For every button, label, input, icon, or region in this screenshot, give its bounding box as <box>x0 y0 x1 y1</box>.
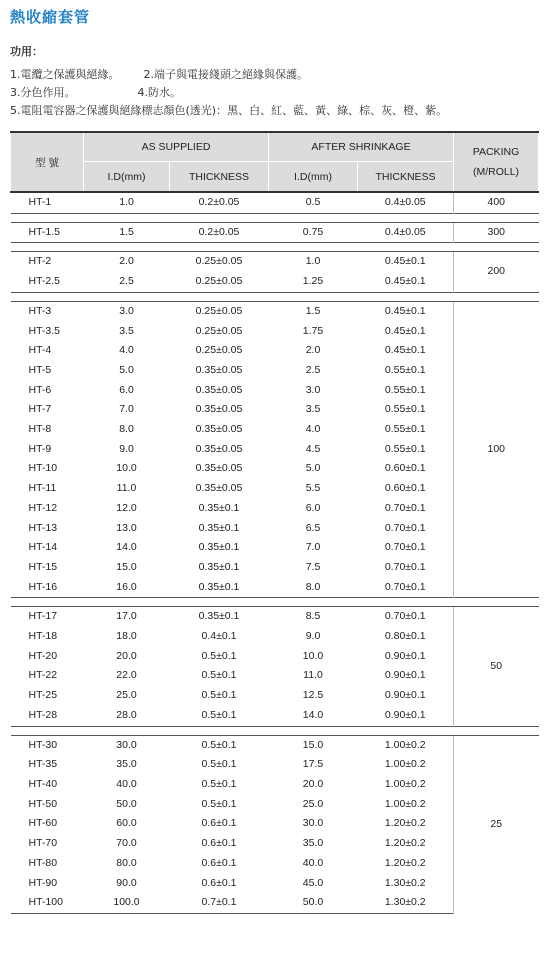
cell-id: 13.0 <box>116 521 137 534</box>
cell-thickness: 0.6±0.1 <box>201 837 237 850</box>
page-title: 熱收縮套管 <box>10 8 91 26</box>
table-row <box>11 192 539 213</box>
cell-id-after: 1.0 <box>269 252 358 272</box>
cell-id: 50.0 <box>116 797 137 810</box>
cell-thickness-after: 0.45±0.1 <box>358 301 454 321</box>
cell-packing: 300 <box>454 222 539 243</box>
cell-id: 30.0 <box>84 735 170 755</box>
table-row <box>11 252 539 272</box>
cell-model: HT-4 <box>28 344 52 357</box>
cell-thickness: 0.35±0.1 <box>198 501 240 514</box>
cell-thickness: 0.5±0.1 <box>201 649 237 662</box>
cell-thickness-after: 0.45±0.1 <box>384 275 426 288</box>
cell-model: HT-15 <box>28 560 58 573</box>
cell-thickness-after: 0.70±0.1 <box>384 521 426 534</box>
cell-thickness: 0.35±0.05 <box>195 442 243 455</box>
cell-id: 22.0 <box>116 669 137 682</box>
header-packing: PACKING (M/ROLL) <box>454 132 539 192</box>
cell-model: HT-17 <box>11 607 84 627</box>
cell-id-after: 11.0 <box>303 669 323 682</box>
cell-thickness-after: 0.55±0.1 <box>384 363 426 376</box>
cell-thickness-after: 0.70±0.1 <box>384 560 426 573</box>
cell-model: HT-2 <box>11 252 84 272</box>
cell-id-after: 30.0 <box>302 817 324 830</box>
cell-thickness: 0.5±0.1 <box>201 797 237 810</box>
cell-thickness: 0.35±0.05 <box>195 462 243 475</box>
cell-thickness-after: 0.90±0.1 <box>384 649 426 662</box>
cell-thickness: 0.7±0.1 <box>170 893 269 913</box>
cell-model: HT-3 <box>11 301 84 321</box>
cell-thickness-after: 1.00±0.2 <box>384 758 426 771</box>
cell-thickness-after: 1.00±0.2 <box>358 735 454 755</box>
header-thickness: THICKNESS <box>170 162 269 193</box>
cell-thickness-after: 0.90±0.1 <box>384 708 426 721</box>
function-line-2 <box>10 84 181 100</box>
cell-id-after: 12.5 <box>302 689 324 702</box>
cell-thickness: 0.25±0.05 <box>170 301 269 321</box>
cell-thickness-after: 1.30±0.2 <box>358 893 454 913</box>
table-row <box>11 301 539 321</box>
cell-thickness-after: 0.70±0.1 <box>384 541 426 554</box>
cell-id: 20.0 <box>116 649 137 662</box>
cell-thickness: 0.35±0.1 <box>170 607 269 627</box>
cell-id: 3.5 <box>119 324 134 337</box>
cell-packing: 100 <box>454 301 539 598</box>
cell-id: 8.0 <box>119 423 134 436</box>
cell-id: 18.0 <box>116 630 137 643</box>
cell-thickness-after: 0.45±0.1 <box>384 324 426 337</box>
cell-thickness: 0.35±0.05 <box>195 383 243 396</box>
cell-id: 28.0 <box>116 708 137 721</box>
cell-thickness: 0.35±0.05 <box>195 482 243 495</box>
cell-thickness: 0.5±0.1 <box>170 735 269 755</box>
cell-thickness: 0.5±0.1 <box>201 708 237 721</box>
cell-id-after: 45.0 <box>302 876 324 889</box>
function-item-2: 2.端子與電接綫頭之絕緣與保護。 <box>143 68 308 81</box>
cell-thickness: 0.5±0.1 <box>201 669 237 682</box>
cell-id: 2.0 <box>84 252 170 272</box>
cell-id: 2.5 <box>119 275 134 288</box>
cell-thickness-after: 0.55±0.1 <box>384 423 426 436</box>
cell-thickness: 0.35±0.1 <box>198 560 240 573</box>
cell-packing: 200 <box>454 252 539 292</box>
cell-id-after: 2.0 <box>305 344 321 357</box>
cell-id: 7.0 <box>119 403 134 416</box>
cell-id-after: 50.0 <box>269 893 358 913</box>
cell-id-after: 8.5 <box>269 607 358 627</box>
cell-id: 3.0 <box>84 301 170 321</box>
group-separator <box>11 292 539 301</box>
cell-model: HT-14 <box>28 541 58 554</box>
cell-id-after: 20.0 <box>302 777 324 790</box>
cell-thickness-after: 0.70±0.1 <box>384 580 426 593</box>
table-row <box>11 222 539 243</box>
header-model: 型 號 <box>11 132 84 192</box>
group-separator <box>11 726 539 735</box>
cell-thickness: 0.35±0.05 <box>195 403 243 416</box>
group-separator <box>11 243 539 252</box>
cell-thickness: 0.2±0.05 <box>170 222 269 243</box>
cell-id: 70.0 <box>116 837 137 850</box>
cell-model: HT-28 <box>28 708 58 721</box>
cell-thickness: 0.25±0.05 <box>195 344 243 357</box>
cell-id-after: 1.75 <box>302 324 324 337</box>
cell-id-after: 7.0 <box>305 541 321 554</box>
cell-model: HT-40 <box>28 777 58 790</box>
cell-thickness-after: 0.45±0.1 <box>358 252 454 272</box>
cell-id: 60.0 <box>116 817 137 830</box>
cell-model: HT-16 <box>28 580 58 593</box>
cell-id-after: 2.5 <box>305 363 321 376</box>
cell-thickness: 0.35±0.05 <box>195 423 243 436</box>
cell-model: HT-5 <box>28 363 52 376</box>
cell-model: HT-60 <box>28 817 58 830</box>
cell-model: HT-18 <box>28 630 58 643</box>
cell-id-after: 5.5 <box>305 482 321 495</box>
cell-model: HT-25 <box>28 689 58 702</box>
cell-model: HT-1.5 <box>11 222 84 243</box>
cell-id: 25.0 <box>116 689 137 702</box>
cell-thickness: 0.6±0.1 <box>201 856 237 869</box>
cell-id-after: 4.0 <box>305 423 321 436</box>
cell-model: HT-9 <box>28 442 52 455</box>
cell-model: HT-35 <box>28 758 58 771</box>
function-item-3: 3.分色作用。 <box>10 86 76 99</box>
cell-id: 9.0 <box>119 442 134 455</box>
cell-model: HT-90 <box>28 876 58 889</box>
cell-id-after: 4.5 <box>305 442 321 455</box>
cell-model: HT-30 <box>11 735 84 755</box>
function-item-4: 4.防水。 <box>137 86 181 99</box>
cell-thickness-after: 0.70±0.1 <box>358 607 454 627</box>
cell-thickness: 0.25±0.05 <box>170 252 269 272</box>
cell-id-after: 25.0 <box>302 797 324 810</box>
table-row <box>11 607 539 627</box>
cell-model: HT-80 <box>28 856 58 869</box>
cell-id: 4.0 <box>119 344 134 357</box>
cell-id-after: 35.0 <box>302 837 324 850</box>
spec-table <box>10 131 539 914</box>
cell-id-after: 6.5 <box>305 521 321 534</box>
cell-id-after: 7.5 <box>305 560 321 573</box>
table-body <box>11 192 539 913</box>
cell-model: HT-6 <box>28 383 52 396</box>
cell-thickness: 0.5±0.1 <box>201 758 237 771</box>
cell-packing: 50 <box>454 607 539 726</box>
cell-id-after: 0.75 <box>269 222 358 243</box>
cell-id: 1.5 <box>84 222 170 243</box>
cell-thickness-after: 1.00±0.2 <box>384 797 426 810</box>
cell-thickness-after: 1.30±0.2 <box>384 876 426 889</box>
cell-thickness: 0.6±0.1 <box>201 876 237 889</box>
cell-model: HT-7 <box>28 403 52 416</box>
function-label: 功用： <box>10 45 43 58</box>
cell-id-after: 9.0 <box>305 630 321 643</box>
cell-id: 1.0 <box>119 196 134 208</box>
cell-id-after: 8.0 <box>305 580 321 593</box>
cell-thickness: 0.5±0.1 <box>201 777 237 790</box>
cell-thickness-after: 1.00±0.2 <box>384 777 426 790</box>
cell-model: HT-8 <box>28 423 52 436</box>
cell-model: HT-12 <box>28 501 58 514</box>
function-line-1 <box>10 66 308 82</box>
cell-id: 6.0 <box>119 383 134 396</box>
cell-thickness: 0.25±0.05 <box>195 275 243 288</box>
cell-id-after: 6.0 <box>305 501 321 514</box>
cell-thickness: 0.35±0.1 <box>198 580 240 593</box>
cell-id: 80.0 <box>116 856 137 869</box>
cell-id: 11.0 <box>116 482 137 495</box>
cell-id-after: 17.5 <box>302 758 324 771</box>
cell-thickness: 0.35±0.1 <box>198 541 240 554</box>
cell-model: HT-1 <box>28 196 52 208</box>
header-id-after: I.D(mm) <box>269 162 358 193</box>
cell-id-after: 0.5 <box>305 196 321 208</box>
cell-id-after: 1.5 <box>269 301 358 321</box>
cell-id: 12.0 <box>116 501 137 514</box>
group-separator <box>11 598 539 607</box>
cell-model: HT-10 <box>28 462 58 475</box>
cell-thickness-after: 0.4±0.05 <box>384 196 426 208</box>
cell-thickness-after: 0.55±0.1 <box>384 403 426 416</box>
cell-thickness: 0.2±0.05 <box>198 196 240 208</box>
cell-model: HT-70 <box>28 837 58 850</box>
cell-model: HT-13 <box>28 521 58 534</box>
cell-thickness: 0.4±0.1 <box>201 630 237 643</box>
cell-thickness-after: 0.90±0.1 <box>384 669 426 682</box>
cell-thickness: 0.35±0.1 <box>198 521 240 534</box>
header-id: I.D(mm) <box>84 162 170 193</box>
function-item-1: 1.電纜之保護與絕緣。 <box>10 68 120 81</box>
cell-model: HT-50 <box>28 797 58 810</box>
cell-model: HT-22 <box>28 669 58 682</box>
cell-thickness: 0.6±0.1 <box>201 817 237 830</box>
cell-id: 100.0 <box>84 893 170 913</box>
cell-id-after: 5.0 <box>305 462 321 475</box>
cell-thickness-after: 0.55±0.1 <box>384 383 426 396</box>
cell-thickness-after: 0.60±0.1 <box>384 462 426 475</box>
header-after-shrinkage: AFTER SHRINKAGE <box>269 132 454 162</box>
cell-thickness-after: 0.45±0.1 <box>384 344 426 357</box>
cell-id: 35.0 <box>116 758 137 771</box>
header-thickness-after: THICKNESS <box>358 162 454 193</box>
cell-id: 15.0 <box>116 560 137 573</box>
cell-packing: 400 <box>454 192 539 213</box>
cell-id-after: 10.0 <box>302 649 324 662</box>
cell-model: HT-20 <box>28 649 58 662</box>
cell-id: 90.0 <box>116 876 137 889</box>
cell-id: 14.0 <box>116 541 137 554</box>
group-separator <box>11 213 539 222</box>
cell-thickness-after: 1.20±0.2 <box>384 817 426 830</box>
cell-thickness-after: 0.55±0.1 <box>384 442 426 455</box>
cell-id-after: 40.0 <box>302 856 324 869</box>
function-line-3: 5.電阻電容器之保護與絕緣標志顏色(透光)：黑、白、紅、藍、黃、綠、棕、灰、橙、紫。 <box>10 104 448 117</box>
cell-thickness-after: 1.20±0.2 <box>384 837 426 850</box>
cell-model: HT-100 <box>11 893 84 913</box>
cell-id: 16.0 <box>116 580 137 593</box>
cell-thickness: 0.5±0.1 <box>201 689 237 702</box>
cell-model: HT-2.5 <box>28 275 61 288</box>
cell-thickness: 0.25±0.05 <box>195 324 243 337</box>
cell-id: 40.0 <box>116 777 137 790</box>
cell-id-after: 14.0 <box>302 708 324 721</box>
table-header <box>11 132 539 192</box>
cell-thickness-after: 0.60±0.1 <box>384 482 426 495</box>
cell-thickness-after: 0.70±0.1 <box>384 501 426 514</box>
cell-model: HT-3.5 <box>28 324 61 337</box>
cell-thickness-after: 0.80±0.1 <box>384 630 426 643</box>
cell-id-after: 15.0 <box>269 735 358 755</box>
cell-thickness-after: 0.4±0.05 <box>358 222 454 243</box>
cell-packing: 25 <box>454 735 539 913</box>
cell-thickness: 0.35±0.05 <box>195 363 243 376</box>
table-row <box>11 735 539 755</box>
cell-thickness-after: 0.90±0.1 <box>384 689 426 702</box>
cell-thickness-after: 1.20±0.2 <box>384 856 426 869</box>
cell-id: 5.0 <box>119 363 134 376</box>
header-as-supplied: AS SUPPLIED <box>84 132 269 162</box>
cell-model: HT-11 <box>28 482 57 495</box>
cell-id-after: 3.5 <box>305 403 321 416</box>
cell-id-after: 1.25 <box>302 275 324 288</box>
cell-id-after: 3.0 <box>305 383 321 396</box>
cell-id: 17.0 <box>84 607 170 627</box>
cell-id: 10.0 <box>116 462 137 475</box>
